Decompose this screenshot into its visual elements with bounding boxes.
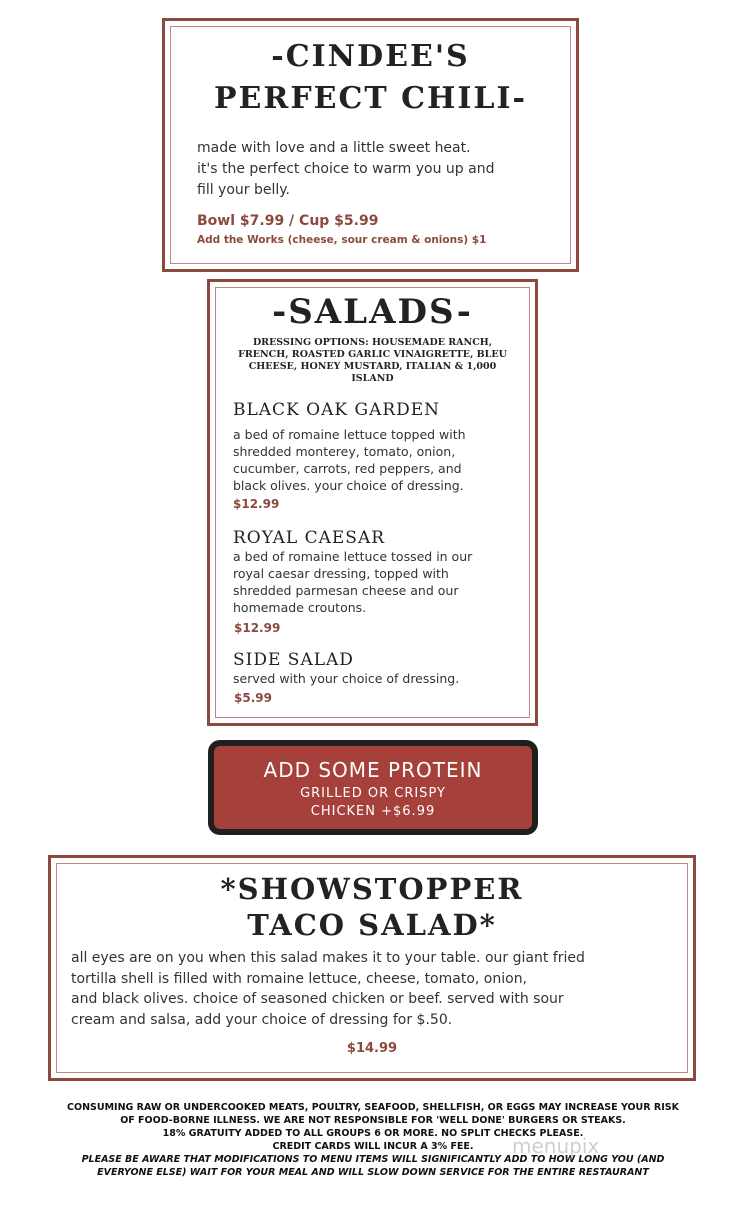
salad-desc-royal-caesar (233, 548, 472, 616)
taco-desc-line: cream and salsa, add your choice of dressing for $.50. (71, 1011, 453, 1028)
dressing-line4: ISLAND (351, 373, 394, 384)
taco-salad-section (48, 855, 696, 1081)
dressing-line2: FRENCH, ROASTED GARLIC VINAIGRETTE, BLEU (238, 349, 507, 360)
salad-price-royal-caesar: $12.99 (234, 621, 281, 635)
footer-line5: PLEASE BE AWARE THAT MODIFICATIONS TO MENU ITEMS WILL SIGNIFICANTLY ADD TO HOW LONG YOU (AND (81, 1154, 665, 1165)
salad-desc-side-salad (233, 670, 459, 687)
taco-title-line2: TACO SALAD* (247, 908, 497, 942)
salad-name-black-oak-garden: BLACK OAK GARDEN (233, 400, 441, 420)
desc-line: a bed of romaine lettuce topped with (233, 427, 466, 442)
salad-price-black-oak-garden: $12.99 (233, 497, 280, 511)
chili-section (162, 18, 579, 272)
desc-line: served with your choice of dressing. (233, 671, 460, 686)
chili-title-line2: PERFECT CHILI- (214, 81, 527, 116)
salad-price-side-salad: $5.99 (234, 691, 272, 705)
desc-line: homemade croutons. (233, 600, 367, 615)
dressing-options (220, 337, 525, 385)
chili-addon: Add the Works (cheese, sour cream & onions) $1 (197, 234, 487, 246)
footer-line6: EVERYONE ELSE) WAIT FOR YOUR MEAL AND WILL SLOW DOWN SERVICE FOR THE ENTIRE RESTAURANT (97, 1167, 649, 1178)
taco-price: $14.99 (346, 1041, 398, 1056)
taco-desc-line: tortilla shell is filled with romaine lettuce, cheese, tomato, onion, (71, 970, 528, 987)
desc-line: black olives. your choice of dressing. (233, 478, 464, 493)
watermark: menupix (512, 1134, 600, 1158)
dressing-line1: DRESSING OPTIONS: HOUSEMADE RANCH, (252, 337, 493, 348)
taco-title-line1: *SHOWSTOPPER (220, 872, 524, 906)
dressing-line3: CHEESE, HONEY MUSTARD, ITALIAN & 1,000 (248, 361, 497, 372)
salad-name-royal-caesar: ROYAL CAESAR (233, 528, 386, 548)
add-protein-banner (208, 740, 538, 835)
taco-desc-line: and black olives. choice of seasoned chicken or beef. served with sour (71, 991, 564, 1007)
taco-description (71, 948, 585, 1030)
desc-line: royal caesar dressing, topped with (233, 566, 449, 581)
desc-line: cucumber, carrots, red peppers, and (233, 461, 462, 476)
footer-line3: 18% GRATUITY ADDED TO ALL GROUPS 6 OR MORE. NO SPLIT CHECKS PLEASE. (162, 1128, 584, 1139)
chili-desc-line2: it's the perfect choice to warm you up and (197, 161, 495, 177)
chili-price: Bowl $7.99 / Cup $5.99 (197, 213, 379, 229)
salad-name-side-salad: SIDE SALAD (233, 650, 354, 670)
chili-desc-line3: fill your belly. (197, 182, 290, 198)
chili-desc-line1: made with love and a little sweet heat. (197, 140, 471, 156)
chili-title-line1: -CINDEE'S (271, 39, 470, 74)
salads-section (207, 279, 538, 726)
footer-line1: CONSUMING RAW OR UNDERCOOKED MEATS, POULTRY, SEAFOOD, SHELLFISH, OR EGGS MAY INCREASE YOUR RISK (67, 1102, 679, 1113)
desc-line: a bed of romaine lettuce tossed in our (233, 549, 473, 564)
footer-line2: OF FOOD-BORNE ILLNESS. WE ARE NOT RESPONSIBLE FOR 'WELL DONE' BURGERS OR STEAKS. (120, 1115, 626, 1126)
salads-title: -SALADS- (272, 292, 473, 332)
footer-line4: CREDIT CARDS WILL INCUR A 3% FEE. (272, 1141, 474, 1152)
desc-line: shredded parmesan cheese and our (233, 583, 459, 598)
taco-desc-line: all eyes are on you when this salad makes it to your table. our giant fried (71, 950, 585, 966)
protein-title: ADD SOME PROTEIN (263, 758, 483, 782)
protein-line1: GRILLED OR CRISPY (300, 786, 446, 801)
protein-line2: CHICKEN +$6.99 (310, 804, 436, 819)
footer-disclaimer (20, 1101, 726, 1179)
salad-desc-black-oak-garden (233, 426, 466, 494)
desc-line: shredded monterey, tomato, onion, (233, 444, 456, 459)
